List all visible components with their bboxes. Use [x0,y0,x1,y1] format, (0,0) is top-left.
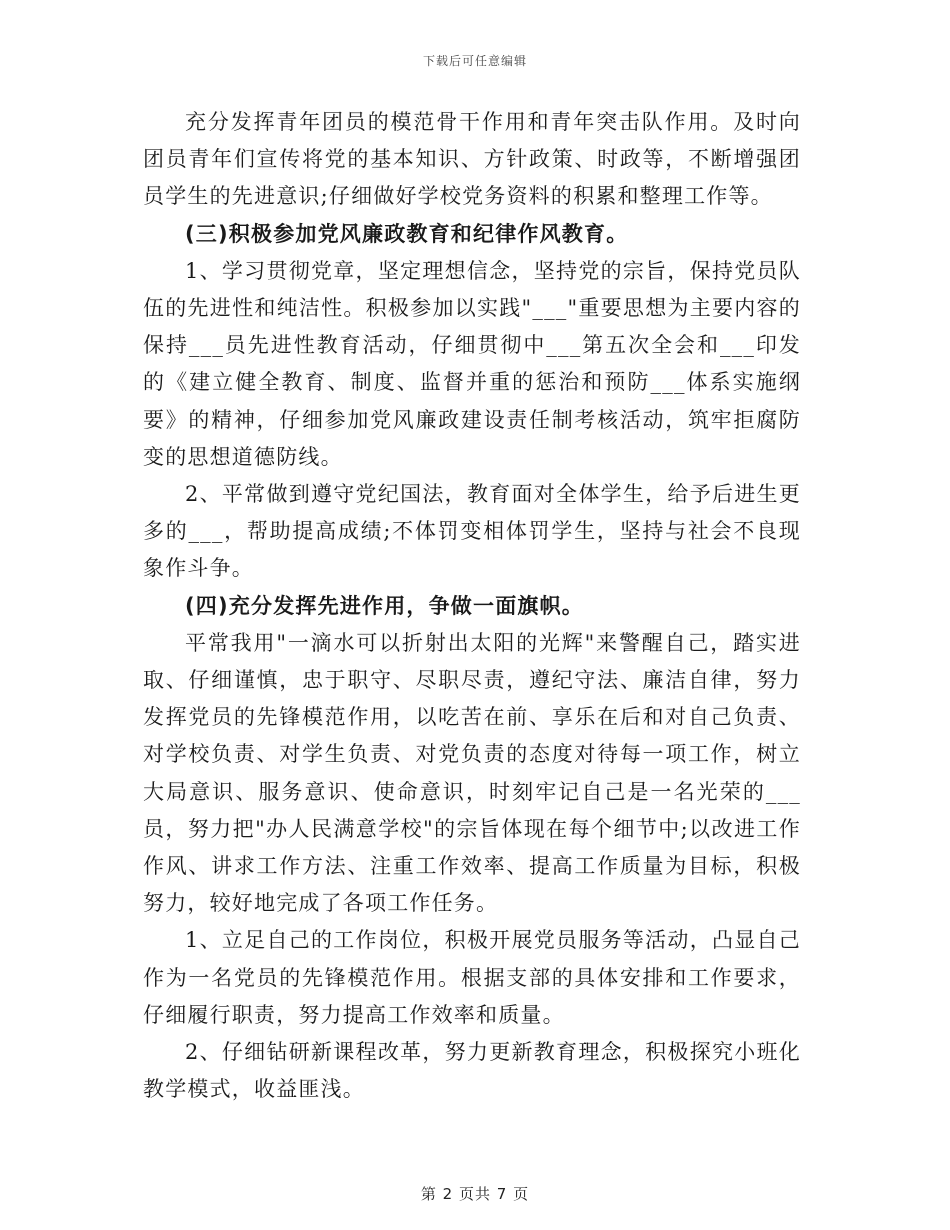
body-paragraph: 1、学习贯彻党章，坚定理想信念，坚持党的宗旨，保持党员队伍的先进性和纯洁性。积极参加以实践"___"重要思想为主要内容的保持___员先进性教育活动，仔细贯彻中___第五次全会和___印发的《建立健全教育、制度、监督并重的惩治和预防___体系实施纲要》的精神，仔细参加党风廉政建设责任制考核活动，筑牢拒腐防变的思想道德防线。 [143,258,801,469]
page-header: 下载后可任意编辑 [422,54,527,68]
body-paragraph: 1、立足自己的工作岗位，积极开展党员服务等活动，凸显自己作为一名党员的先锋模范作用。根据支部的具体安排和工作要求，仔细履行职责，努力提高工作效率和质量。 [143,928,801,1027]
document-body [143,104,801,1108]
section-heading: (四)充分发挥先进作用，争做一面旗帜。 [185,593,584,618]
section-heading: (三)积极参加党风廉政教育和纪律作风教育。 [185,221,629,246]
body-paragraph: 2、仔细钻研新课程改革，努力更新教育理念，积极探究小班化教学模式，收益匪浅。 [143,1040,801,1102]
body-paragraph: 充分发挥青年团员的模范骨干作用和青年突击队作用。及时向团员青年们宣传将党的基本知识、方针政策、时政等，不断增强团员学生的先进意识;仔细做好学校党务资料的积累和整理工作等。 [143,110,801,209]
body-paragraph: 2、平常做到遵守党纪国法，教育面对全体学生，给予后进生更多的___，帮助提高成绩;不体罚变相体罚学生，坚持与社会不良现象作斗争。 [143,482,801,581]
body-paragraph: 平常我用"一滴水可以折射出太阳的光辉"来警醒自己，踏实进取、仔细谨慎，忠于职守、尽职尽责，遵纪守法、廉洁自律，努力发挥党员的先锋模范作用，以吃苦在前、享乐在后和对自己负责、对学校负责、对学生负责、对党负责的态度对待每一项工作，树立大局意识、服务意识、使命意识，时刻牢记自己是一名光荣的___员，努力把"办人民满意学校"的宗旨体现在每个细节中;以改进工作作风、讲求工作方法、注重工作效率、提高工作质量为目标，积极努力，较好地完成了各项工作任务。 [143,630,801,916]
page-footer: 第 2 页共 7 页 [420,1185,530,1203]
